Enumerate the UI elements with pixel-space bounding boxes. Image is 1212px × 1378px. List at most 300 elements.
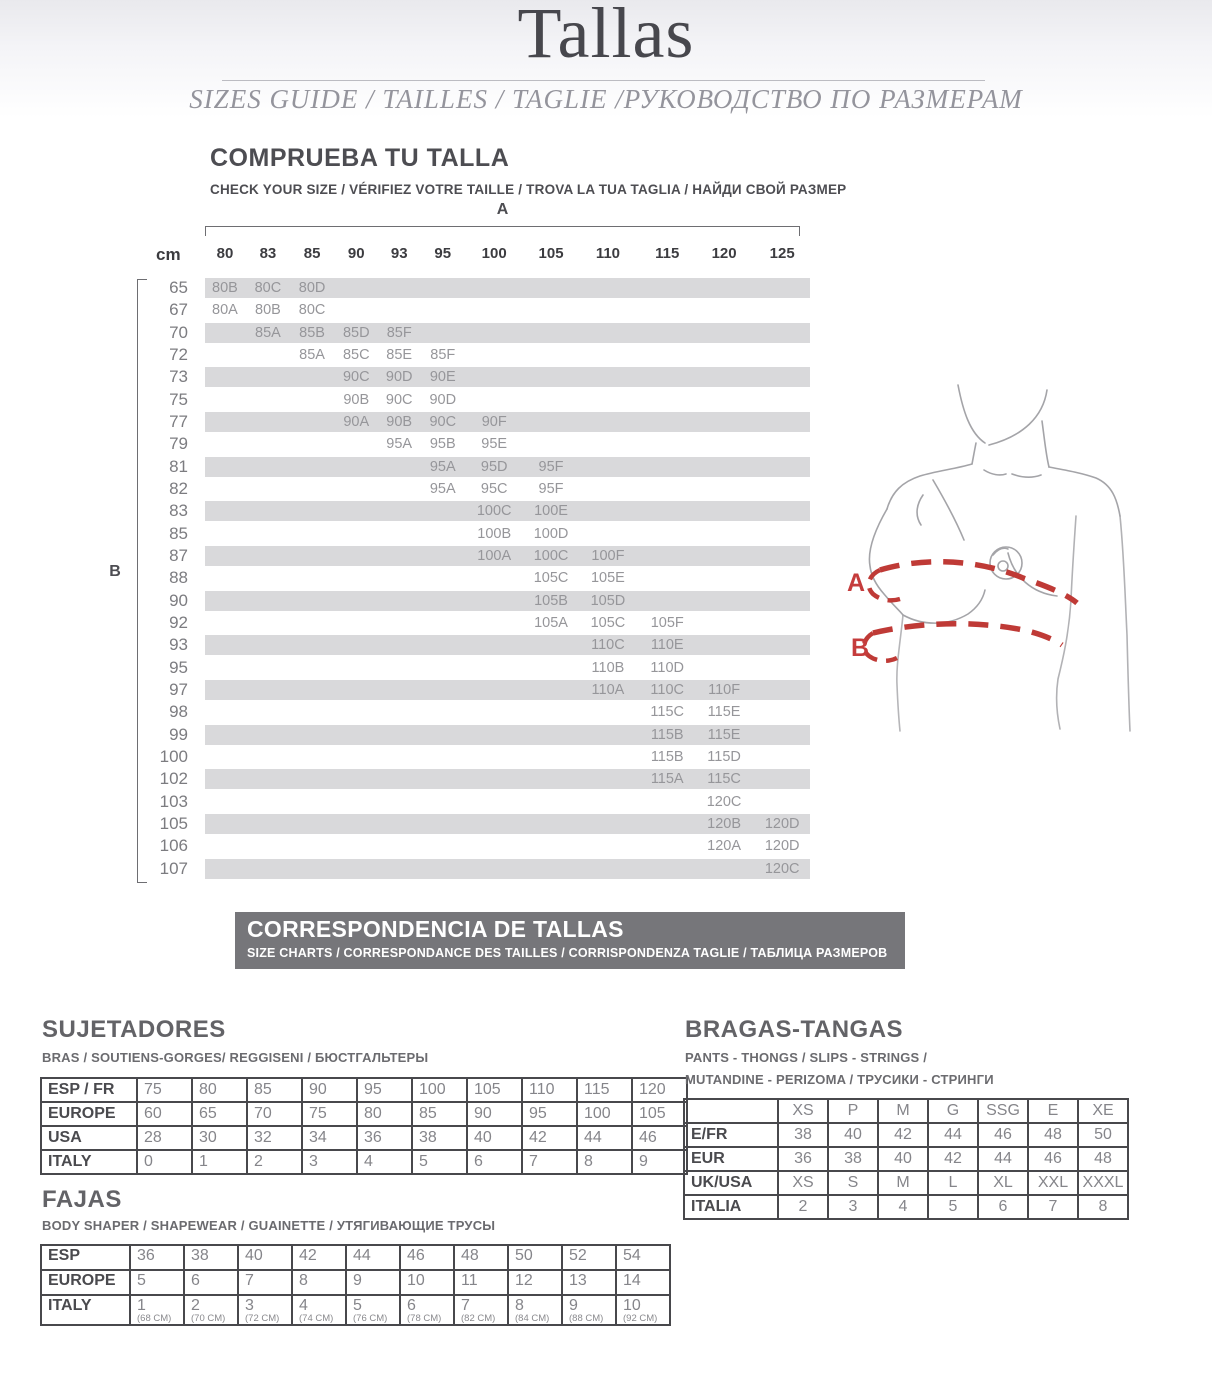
measurement-line-b — [864, 624, 1062, 661]
value-cm: (84 CM) — [515, 1313, 550, 1324]
axis-b-bracket — [137, 279, 147, 883]
value-cm: (74 CM) — [299, 1313, 334, 1324]
matrix-cell: 105E — [590, 570, 625, 587]
matrix-row — [205, 478, 810, 500]
value-cell: 0 — [137, 1150, 192, 1174]
value-number: 5 — [353, 1297, 362, 1314]
corner-cell — [684, 1099, 778, 1123]
table-row — [41, 1150, 687, 1174]
value-cell: 2 — [247, 1150, 302, 1174]
value-cell — [238, 1295, 292, 1325]
value-cell: 42 — [522, 1126, 577, 1150]
row-header-cell: ITALIA — [684, 1195, 778, 1219]
value-cell: 44 — [978, 1147, 1028, 1171]
matrix-cell: 100A — [477, 547, 512, 564]
value-cell: 75 — [302, 1102, 357, 1126]
value-cell: 80 — [192, 1078, 247, 1102]
matrix-row — [205, 523, 810, 545]
matrix-cell: 105C — [590, 614, 626, 631]
value-cell: 36 — [130, 1245, 184, 1270]
value-cell: 8 — [292, 1270, 346, 1295]
matrix-cell: 95C — [480, 480, 508, 497]
table-row — [41, 1102, 687, 1126]
value-cell: 38 — [828, 1147, 878, 1171]
matrix-row — [205, 657, 810, 679]
matrix-cell: 115B — [650, 726, 684, 743]
matrix-cell: 90F — [481, 413, 507, 430]
value-cell: 2 — [778, 1195, 828, 1219]
value-cell — [184, 1295, 238, 1325]
matrix-cell: 100D — [533, 525, 569, 542]
value-cell: 14 — [616, 1270, 670, 1295]
column-header-cell: G — [928, 1099, 978, 1123]
matrix-cell: 110C — [650, 681, 685, 698]
matrix-cell: 95F — [538, 458, 564, 475]
matrix-cell: 100E — [534, 503, 568, 520]
value-cell: 90 — [467, 1102, 522, 1126]
check-size-heading: COMPRUEBA TU TALLA — [210, 144, 510, 172]
matrix-row-band — [205, 591, 810, 611]
value-cell: 48 — [454, 1245, 508, 1270]
row-header-cell: UK/USA — [684, 1171, 778, 1195]
matrix-row — [205, 411, 810, 433]
value-cell: 1 — [192, 1150, 247, 1174]
row-label: 75 — [169, 389, 188, 409]
value-cell: 9 — [632, 1150, 687, 1174]
column-header-cell: XS — [778, 1099, 828, 1123]
column-header: 93 — [390, 245, 408, 262]
size-matrix-column-headers — [205, 245, 810, 265]
figure-label-a: A — [847, 569, 866, 597]
row-label: 85 — [169, 523, 188, 543]
value-cell: 42 — [292, 1245, 346, 1270]
column-header: 80 — [216, 245, 234, 262]
row-label: 70 — [169, 322, 188, 342]
matrix-cell: 85D — [342, 324, 370, 341]
matrix-row — [205, 567, 810, 589]
value-cell: 6 — [978, 1195, 1028, 1219]
size-matrix — [205, 277, 810, 880]
matrix-cell: 115E — [707, 704, 741, 721]
value-number: 1 — [137, 1297, 146, 1314]
value-cell: 36 — [357, 1126, 412, 1150]
value-cell: 54 — [616, 1245, 670, 1270]
value-cell — [292, 1295, 346, 1325]
row-label: 81 — [169, 456, 188, 476]
matrix-row-band — [205, 457, 810, 477]
value-cell: 50 — [508, 1245, 562, 1270]
matrix-row — [205, 344, 810, 366]
column-header: 110 — [595, 245, 621, 262]
row-label: 95 — [169, 657, 188, 677]
row-header-cell: ITALY — [41, 1295, 130, 1325]
matrix-cell: 120D — [764, 838, 800, 855]
value-cell: 36 — [778, 1147, 828, 1171]
page-subtitle: SIZES GUIDE / TAILLES / TAGLIE /РУКОВОДСТВО ПО РАЗМЕРАМ — [189, 84, 1023, 114]
matrix-cell: 85B — [299, 324, 325, 341]
value-cell: 38 — [184, 1245, 238, 1270]
shapewear-section-subtitle: BODY SHAPER / SHAPEWEAR / GUAINETTE / УТЯГИВАЮЩИЕ ТРУСЫ — [42, 1218, 496, 1233]
value-cell: XL — [978, 1171, 1028, 1195]
value-cell: 65 — [192, 1102, 247, 1126]
matrix-row — [205, 322, 810, 344]
value-cell: XXXL — [1078, 1171, 1128, 1195]
value-cm: (68 CM) — [137, 1313, 172, 1324]
value-cell: 48 — [1028, 1123, 1078, 1147]
value-cell: 52 — [562, 1245, 616, 1270]
value-cm: (78 CM) — [407, 1313, 442, 1324]
shapewear-section-title: FAJAS — [42, 1186, 122, 1213]
matrix-cell: 120D — [764, 815, 800, 832]
matrix-row — [205, 366, 810, 388]
matrix-row-band — [205, 859, 810, 879]
value-cell: 46 — [400, 1245, 454, 1270]
value-cell: 34 — [302, 1126, 357, 1150]
matrix-row — [205, 701, 810, 723]
row-label: 83 — [169, 501, 188, 521]
value-cell: 3 — [828, 1195, 878, 1219]
matrix-row — [205, 679, 810, 701]
matrix-row — [205, 389, 810, 411]
value-number: 8 — [515, 1297, 524, 1314]
axis-b-label: B — [109, 563, 121, 580]
value-cell: 7 — [238, 1270, 292, 1295]
matrix-cell: 80B — [212, 280, 238, 296]
matrix-cell: 95F — [538, 480, 564, 497]
value-cell: 40 — [878, 1147, 928, 1171]
value-cell: 90 — [302, 1078, 357, 1102]
value-cell: 50 — [1078, 1123, 1128, 1147]
table-row — [684, 1147, 1128, 1171]
value-cell: 42 — [878, 1123, 928, 1147]
matrix-cell: 105F — [650, 614, 684, 631]
row-label: 107 — [159, 858, 188, 878]
value-cell: 4 — [357, 1150, 412, 1174]
matrix-row — [205, 612, 810, 634]
value-cell: 9 — [346, 1270, 400, 1295]
matrix-cell: 85A — [255, 324, 281, 341]
value-cell — [508, 1295, 562, 1325]
matrix-cell: 105C — [533, 570, 569, 587]
matrix-cell: 90C — [342, 369, 370, 386]
matrix-cell: 115E — [707, 726, 741, 743]
value-cell: 5 — [928, 1195, 978, 1219]
torso-measurement-illustration — [843, 363, 1198, 748]
value-cell: 10 — [400, 1270, 454, 1295]
matrix-cell: 110B — [591, 659, 625, 676]
value-cell: 5 — [412, 1150, 467, 1174]
matrix-row — [205, 277, 810, 299]
unit-label: cm — [156, 245, 181, 264]
bras-section-subtitle: BRAS / SOUTIENS-GORGES/ REGGISENI / БЮСТГАЛЬТЕРЫ — [42, 1050, 429, 1065]
matrix-row — [205, 724, 810, 746]
value-number: 6 — [407, 1297, 416, 1314]
row-label: 93 — [169, 635, 188, 655]
column-header-cell: P — [828, 1099, 878, 1123]
matrix-cell: 105D — [590, 592, 626, 609]
row-label: 77 — [169, 411, 188, 431]
value-cm: (76 CM) — [353, 1313, 388, 1324]
value-cell: 42 — [928, 1147, 978, 1171]
value-cell: 46 — [978, 1123, 1028, 1147]
matrix-row-band — [205, 635, 810, 655]
size-charts-banner — [235, 912, 905, 969]
matrix-cell: 120C — [706, 793, 742, 810]
matrix-cell: 80A — [212, 302, 238, 319]
value-cell: 6 — [184, 1270, 238, 1295]
value-cell: 44 — [577, 1126, 632, 1150]
matrix-cell: 85A — [299, 346, 325, 363]
value-cell: 70 — [247, 1102, 302, 1126]
matrix-cell: 90B — [343, 391, 370, 408]
value-cell: 95 — [522, 1102, 577, 1126]
row-header-cell: EUROPE — [41, 1270, 130, 1295]
row-label: 98 — [169, 702, 188, 722]
matrix-cell: 85F — [430, 346, 456, 363]
value-cell: 46 — [1028, 1147, 1078, 1171]
matrix-cell: 85E — [386, 346, 413, 363]
matrix-cell: 95A — [429, 480, 456, 497]
column-header-cell: E — [1028, 1099, 1078, 1123]
matrix-cell: 90B — [386, 413, 413, 430]
matrix-cell: 95A — [429, 458, 456, 475]
value-number: 10 — [623, 1297, 641, 1314]
column-header-cell: SSG — [978, 1099, 1028, 1123]
value-cell: 5 — [130, 1270, 184, 1295]
value-cell: 28 — [137, 1126, 192, 1150]
row-label: 88 — [169, 568, 188, 588]
value-cell: 38 — [412, 1126, 467, 1150]
measurement-line-a — [869, 562, 1077, 603]
row-label: 82 — [169, 478, 188, 498]
panties-section-title: BRAGAS-TANGAS — [685, 1016, 904, 1043]
value-cell: 60 — [137, 1102, 192, 1126]
matrix-cell: 90D — [385, 369, 413, 386]
value-cell: 12 — [508, 1270, 562, 1295]
check-size-subheading: CHECK YOUR SIZE / VÉRIFIEZ VOTRE TAILLE / TROVA LA TUA TAGLIA / НАЙДИ СВОЙ РАЗМЕР — [210, 182, 847, 197]
value-cell: L — [928, 1171, 978, 1195]
row-header-cell: USA — [41, 1126, 137, 1150]
value-cell: 38 — [778, 1123, 828, 1147]
bras-size-table — [40, 1077, 688, 1175]
value-cell: 100 — [412, 1078, 467, 1102]
row-label: 92 — [169, 612, 188, 632]
matrix-cell: 110C — [591, 637, 625, 654]
table-row — [684, 1195, 1128, 1219]
matrix-cell: 115D — [707, 748, 741, 765]
column-header: 83 — [259, 245, 277, 262]
row-label: 99 — [169, 724, 188, 744]
value-cm: (92 CM) — [623, 1313, 658, 1324]
value-cell: 3 — [302, 1150, 357, 1174]
matrix-cell: 105A — [534, 614, 568, 631]
matrix-cell: 115C — [707, 771, 741, 788]
table-header-row — [684, 1099, 1128, 1123]
value-cell: 30 — [192, 1126, 247, 1150]
table-row — [41, 1270, 670, 1295]
value-cell: 85 — [412, 1102, 467, 1126]
row-label: 97 — [169, 679, 188, 699]
matrix-cell: 95B — [429, 436, 456, 453]
matrix-cell: 110F — [708, 681, 741, 698]
value-cell — [454, 1295, 508, 1325]
matrix-cell: 120B — [707, 815, 742, 832]
value-cell: 95 — [357, 1078, 412, 1102]
matrix-cell: 120C — [764, 860, 800, 877]
shapewear-size-table — [40, 1244, 671, 1326]
row-label: 87 — [169, 545, 188, 565]
table-row — [684, 1171, 1128, 1195]
row-label: 65 — [169, 278, 188, 297]
table-row — [41, 1295, 670, 1325]
value-cell: 105 — [467, 1078, 522, 1102]
value-cell: 40 — [238, 1245, 292, 1270]
matrix-cell: 80C — [254, 280, 282, 296]
matrix-row — [205, 433, 810, 455]
matrix-cell: 90D — [429, 391, 457, 408]
column-header: 115 — [655, 245, 680, 262]
matrix-cell: 80D — [298, 280, 326, 296]
column-header: 95 — [434, 245, 452, 262]
matrix-row — [205, 858, 810, 880]
value-cell: 46 — [632, 1126, 687, 1150]
value-cell: 4 — [878, 1195, 928, 1219]
matrix-cell: 115B — [650, 748, 684, 765]
value-cell: XXL — [1028, 1171, 1078, 1195]
matrix-cell: 95A — [386, 436, 413, 453]
matrix-cell: 80C — [298, 302, 326, 319]
row-header-cell: ESP — [41, 1245, 130, 1270]
row-header-cell: ESP / FR — [41, 1078, 137, 1102]
value-cell: S — [828, 1171, 878, 1195]
matrix-cell: 105B — [534, 592, 568, 609]
matrix-cell: 85F — [386, 324, 412, 341]
column-header: 85 — [303, 245, 321, 262]
value-cell: 48 — [1078, 1147, 1128, 1171]
row-label: 105 — [159, 813, 188, 833]
title-divider — [222, 80, 985, 81]
column-header-cell: M — [878, 1099, 928, 1123]
row-label: 102 — [159, 769, 188, 789]
value-cm: (82 CM) — [461, 1313, 496, 1324]
bras-section-title: SUJETADORES — [42, 1016, 226, 1043]
value-cell: 80 — [357, 1102, 412, 1126]
value-cell: 7 — [522, 1150, 577, 1174]
value-cell — [616, 1295, 670, 1325]
value-cell: 11 — [454, 1270, 508, 1295]
value-number: 4 — [299, 1297, 308, 1314]
column-header-cell: XE — [1078, 1099, 1128, 1123]
matrix-row — [205, 835, 810, 857]
value-cell: 32 — [247, 1126, 302, 1150]
matrix-row — [205, 500, 810, 522]
value-cell: 105 — [632, 1102, 687, 1126]
value-number: 2 — [191, 1297, 200, 1314]
matrix-cell: 100C — [476, 503, 512, 520]
matrix-row — [205, 590, 810, 612]
page-title: Tallas — [517, 0, 695, 73]
value-cell: 40 — [467, 1126, 522, 1150]
column-header: 100 — [481, 245, 507, 262]
column-header: 90 — [347, 245, 365, 262]
value-cm: (70 CM) — [191, 1313, 226, 1324]
value-cell: 40 — [828, 1123, 878, 1147]
value-cell: 8 — [577, 1150, 632, 1174]
table-row — [41, 1078, 687, 1102]
row-label: 106 — [159, 836, 188, 856]
column-header: 125 — [769, 245, 795, 262]
figure-label-b: B — [851, 634, 870, 662]
matrix-row-band — [205, 367, 810, 387]
value-cm: (88 CM) — [569, 1313, 604, 1324]
value-cell: 110 — [522, 1078, 577, 1102]
matrix-row — [205, 768, 810, 790]
matrix-cell: 110D — [650, 659, 685, 676]
matrix-row — [205, 813, 810, 835]
value-cell — [400, 1295, 454, 1325]
value-cell: 6 — [467, 1150, 522, 1174]
value-cell: 100 — [577, 1102, 632, 1126]
column-header: 120 — [711, 245, 737, 262]
matrix-cell: 95D — [480, 458, 508, 475]
axis-a-label: A — [496, 201, 509, 218]
value-cell: 44 — [346, 1245, 400, 1270]
matrix-cell: 115A — [650, 771, 684, 788]
table-row — [41, 1126, 687, 1150]
value-cell: 115 — [577, 1078, 632, 1102]
matrix-row — [205, 456, 810, 478]
matrix-row-band — [205, 412, 810, 432]
matrix-row — [205, 299, 810, 321]
matrix-cell: 80B — [255, 302, 281, 319]
value-number: 7 — [461, 1297, 470, 1314]
matrix-cell: 110A — [591, 681, 625, 698]
matrix-row — [205, 634, 810, 656]
torso-outline — [869, 385, 1130, 731]
matrix-cell: 120A — [707, 838, 742, 855]
row-header-cell: ITALY — [41, 1150, 137, 1174]
panties-section-subtitle-2: MUTANDINE - PERIZOMA / ТРУСИКИ - СТРИНГИ — [685, 1072, 994, 1087]
table-row — [684, 1123, 1128, 1147]
banner-title: CORRESPONDENCIA DE TALLAS — [247, 916, 624, 942]
matrix-cell: 95E — [481, 436, 508, 453]
column-header: 105 — [538, 245, 564, 262]
matrix-row-band — [205, 278, 810, 298]
row-label: 90 — [169, 590, 188, 610]
panties-section-subtitle-1: PANTS - THONGS / SLIPS - STRINGS / — [685, 1050, 928, 1065]
value-cell: 85 — [247, 1078, 302, 1102]
matrix-row — [205, 746, 810, 768]
row-header-cell: E/FR — [684, 1123, 778, 1147]
value-cell — [130, 1295, 184, 1325]
matrix-cell: 100F — [591, 547, 625, 564]
matrix-cell: 90C — [385, 391, 413, 408]
value-number: 9 — [569, 1297, 578, 1314]
value-number: 3 — [245, 1297, 254, 1314]
row-label: 72 — [169, 344, 188, 364]
value-cell: 120 — [632, 1078, 687, 1102]
row-header-cell: EUROPE — [41, 1102, 137, 1126]
matrix-cell: 90E — [429, 369, 456, 386]
row-label: 67 — [169, 300, 188, 320]
row-label: 103 — [159, 791, 188, 811]
axis-a-bracket — [205, 226, 800, 236]
matrix-cell: 110E — [650, 637, 684, 654]
value-cm: (72 CM) — [245, 1313, 280, 1324]
table-row — [41, 1245, 670, 1270]
value-cell — [346, 1295, 400, 1325]
matrix-row — [205, 545, 810, 567]
